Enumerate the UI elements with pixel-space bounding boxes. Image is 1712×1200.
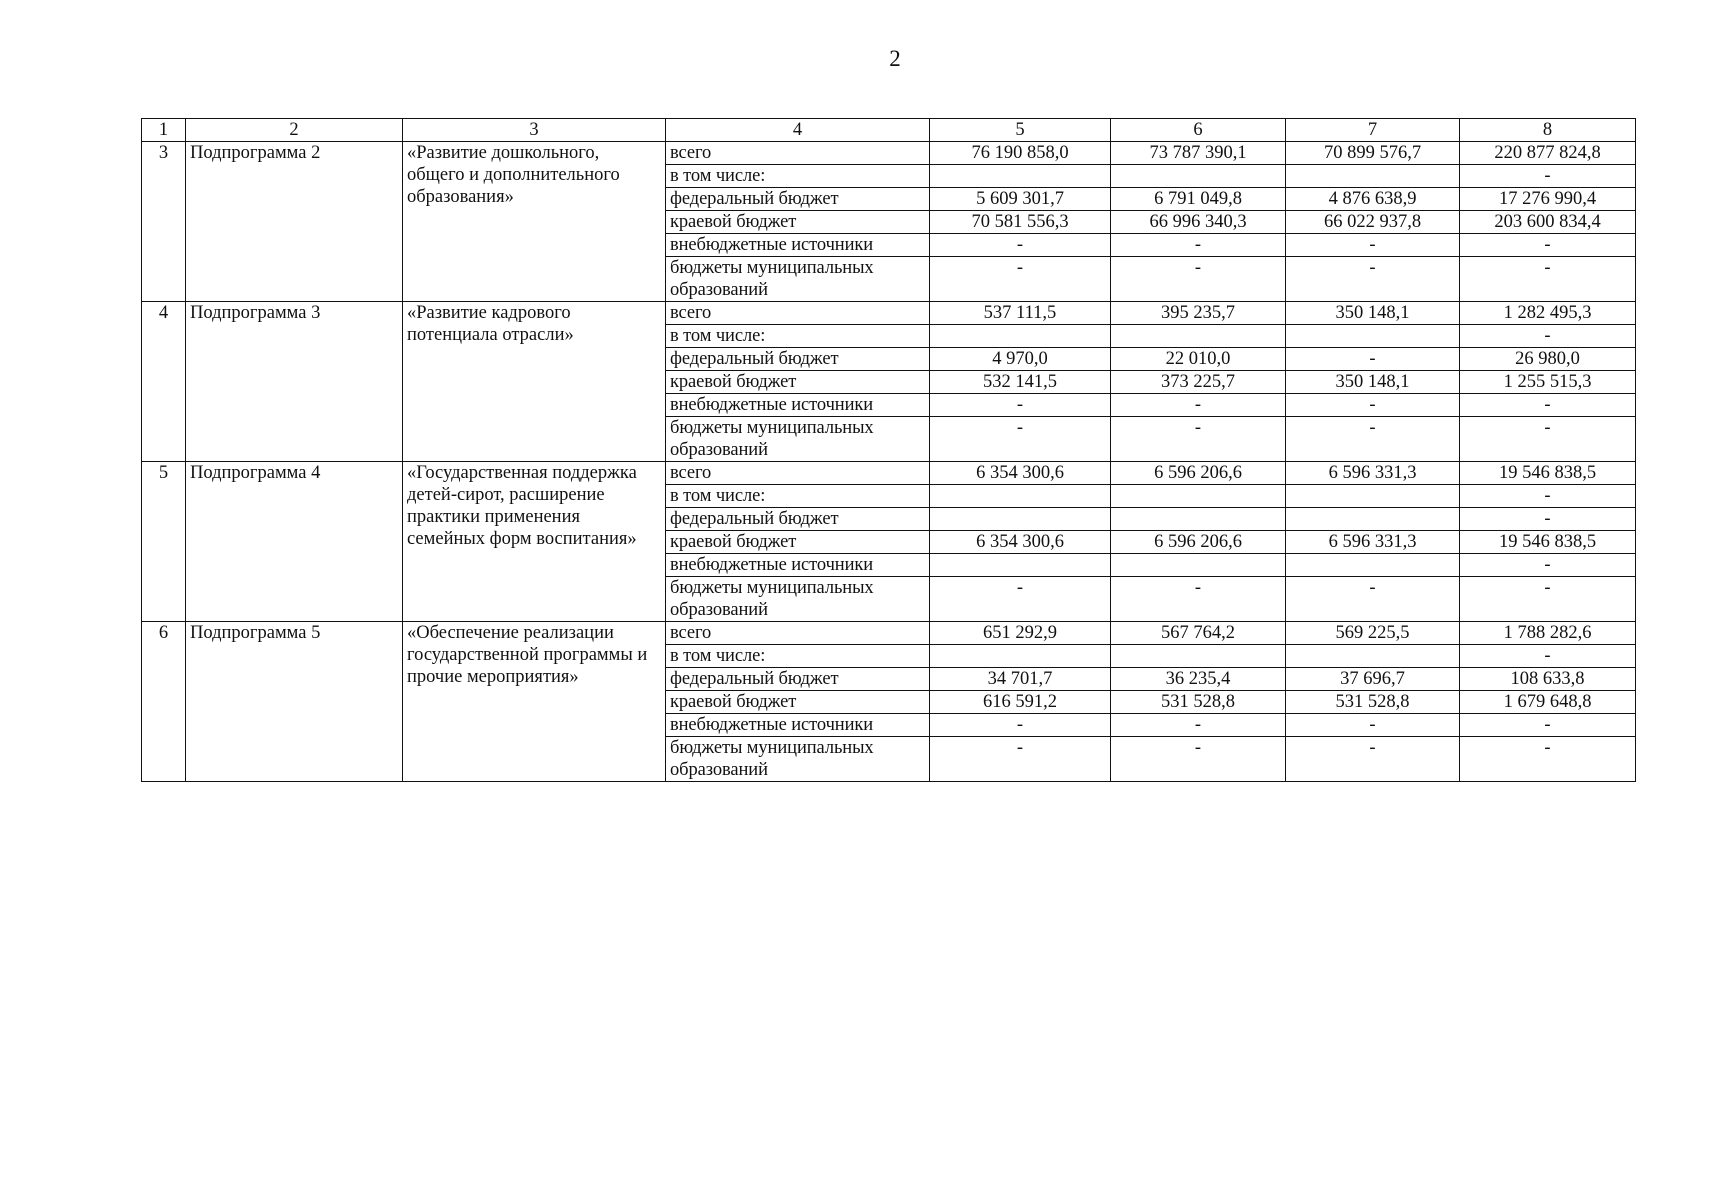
subprogram-title: «Обеспечение реализации государственной программы и прочие мероприятия» bbox=[403, 622, 666, 782]
subprogram-name: Подпрограмма 4 bbox=[186, 462, 403, 622]
value-cell: - bbox=[930, 737, 1111, 782]
value-cell bbox=[1286, 554, 1460, 577]
value-cell: 532 141,5 bbox=[930, 371, 1111, 394]
value-cell: 373 225,7 bbox=[1111, 371, 1286, 394]
header-cell: 3 bbox=[403, 119, 666, 142]
value-cell: 220 877 824,8 bbox=[1460, 142, 1636, 165]
header-cell: 4 bbox=[666, 119, 930, 142]
header-cell: 2 bbox=[186, 119, 403, 142]
value-cell: - bbox=[1460, 234, 1636, 257]
header-cell: 7 bbox=[1286, 119, 1460, 142]
value-cell: 17 276 990,4 bbox=[1460, 188, 1636, 211]
value-cell: - bbox=[1286, 394, 1460, 417]
table-row bbox=[142, 462, 1636, 485]
funding-source: бюджеты муниципальных образований bbox=[666, 257, 930, 302]
value-cell: - bbox=[1111, 234, 1286, 257]
subprogram-name: Подпрограмма 2 bbox=[186, 142, 403, 302]
value-cell bbox=[1111, 165, 1286, 188]
value-cell: - bbox=[1460, 577, 1636, 622]
value-cell: - bbox=[1286, 257, 1460, 302]
funding-source: краевой бюджет bbox=[666, 691, 930, 714]
value-cell: - bbox=[1460, 165, 1636, 188]
value-cell bbox=[1111, 554, 1286, 577]
funding-source: всего bbox=[666, 302, 930, 325]
value-cell bbox=[1111, 508, 1286, 531]
value-cell: 569 225,5 bbox=[1286, 622, 1460, 645]
subprogram-name: Подпрограмма 5 bbox=[186, 622, 403, 782]
funding-source: федеральный бюджет bbox=[666, 348, 930, 371]
table-body bbox=[142, 119, 1636, 782]
value-cell: 19 546 838,5 bbox=[1460, 462, 1636, 485]
row-number: 4 bbox=[142, 302, 186, 462]
value-cell: 22 010,0 bbox=[1111, 348, 1286, 371]
funding-source: бюджеты муниципальных образований bbox=[666, 577, 930, 622]
value-cell: 531 528,8 bbox=[1286, 691, 1460, 714]
value-cell bbox=[930, 554, 1111, 577]
value-cell: - bbox=[1460, 325, 1636, 348]
value-cell: - bbox=[1460, 257, 1636, 302]
value-cell: - bbox=[1460, 394, 1636, 417]
funding-source: бюджеты муниципальных образований bbox=[666, 417, 930, 462]
value-cell: 567 764,2 bbox=[1111, 622, 1286, 645]
subprogram-title: «Развитие кадрового потенциала отрасли» bbox=[403, 302, 666, 462]
table-row bbox=[142, 302, 1636, 325]
value-cell: 4 876 638,9 bbox=[1286, 188, 1460, 211]
value-cell: - bbox=[930, 394, 1111, 417]
value-cell: 616 591,2 bbox=[930, 691, 1111, 714]
funding-source: краевой бюджет bbox=[666, 531, 930, 554]
value-cell: - bbox=[930, 234, 1111, 257]
table-row bbox=[142, 142, 1636, 165]
value-cell: - bbox=[1286, 714, 1460, 737]
header-row bbox=[142, 119, 1636, 142]
value-cell: 6 354 300,6 bbox=[930, 462, 1111, 485]
value-cell: - bbox=[1111, 577, 1286, 622]
value-cell bbox=[930, 165, 1111, 188]
value-cell: 350 148,1 bbox=[1286, 302, 1460, 325]
page-number: 2 bbox=[889, 46, 901, 71]
row-number: 6 bbox=[142, 622, 186, 782]
value-cell: - bbox=[930, 577, 1111, 622]
funding-source: краевой бюджет bbox=[666, 371, 930, 394]
header-cell: 8 bbox=[1460, 119, 1636, 142]
value-cell bbox=[1286, 508, 1460, 531]
funding-source: в том числе: bbox=[666, 485, 930, 508]
value-cell bbox=[1111, 485, 1286, 508]
funding-source: федеральный бюджет bbox=[666, 188, 930, 211]
value-cell bbox=[930, 325, 1111, 348]
value-cell bbox=[930, 645, 1111, 668]
subprogram-name: Подпрограмма 3 bbox=[186, 302, 403, 462]
row-number: 5 bbox=[142, 462, 186, 622]
value-cell: - bbox=[930, 417, 1111, 462]
funding-source: в том числе: bbox=[666, 325, 930, 348]
value-cell: - bbox=[1286, 737, 1460, 782]
table-row bbox=[142, 622, 1636, 645]
value-cell: - bbox=[1286, 577, 1460, 622]
value-cell: - bbox=[1111, 737, 1286, 782]
funding-source: всего bbox=[666, 462, 930, 485]
funding-source: всего bbox=[666, 142, 930, 165]
value-cell: 108 633,8 bbox=[1460, 668, 1636, 691]
funding-source: внебюджетные источники bbox=[666, 394, 930, 417]
funding-source: федеральный бюджет bbox=[666, 668, 930, 691]
value-cell: - bbox=[1111, 714, 1286, 737]
funding-source: федеральный бюджет bbox=[666, 508, 930, 531]
value-cell: - bbox=[1286, 417, 1460, 462]
value-cell: - bbox=[1111, 257, 1286, 302]
subprogram-title: «Развитие дошкольного, общего и дополнительного образования» bbox=[403, 142, 666, 302]
header-cell: 1 bbox=[142, 119, 186, 142]
value-cell: - bbox=[1460, 645, 1636, 668]
funding-source: внебюджетные источники bbox=[666, 714, 930, 737]
value-cell: 6 596 331,3 bbox=[1286, 531, 1460, 554]
funding-source: краевой бюджет bbox=[666, 211, 930, 234]
value-cell: 36 235,4 bbox=[1111, 668, 1286, 691]
value-cell bbox=[1286, 645, 1460, 668]
value-cell: - bbox=[1111, 394, 1286, 417]
value-cell: 350 148,1 bbox=[1286, 371, 1460, 394]
value-cell: 6 596 206,6 bbox=[1111, 462, 1286, 485]
value-cell: 34 701,7 bbox=[930, 668, 1111, 691]
value-cell: - bbox=[1286, 348, 1460, 371]
value-cell: - bbox=[1460, 417, 1636, 462]
value-cell: 6 354 300,6 bbox=[930, 531, 1111, 554]
funding-source: всего bbox=[666, 622, 930, 645]
value-cell bbox=[1286, 325, 1460, 348]
value-cell bbox=[930, 485, 1111, 508]
value-cell: - bbox=[1460, 508, 1636, 531]
value-cell: 70 899 576,7 bbox=[1286, 142, 1460, 165]
value-cell: - bbox=[1460, 737, 1636, 782]
value-cell: 651 292,9 bbox=[930, 622, 1111, 645]
value-cell bbox=[930, 508, 1111, 531]
row-number: 3 bbox=[142, 142, 186, 302]
value-cell: - bbox=[930, 714, 1111, 737]
value-cell: 203 600 834,4 bbox=[1460, 211, 1636, 234]
value-cell: 26 980,0 bbox=[1460, 348, 1636, 371]
value-cell: 395 235,7 bbox=[1111, 302, 1286, 325]
subprogram-title: «Государственная поддержка детей-сирот, расширение практики применения семейных форм воспитания» bbox=[403, 462, 666, 622]
funding-source: бюджеты муниципальных образований bbox=[666, 737, 930, 782]
value-cell: 1 255 515,3 bbox=[1460, 371, 1636, 394]
value-cell: - bbox=[1460, 554, 1636, 577]
value-cell: 1 788 282,6 bbox=[1460, 622, 1636, 645]
value-cell: 19 546 838,5 bbox=[1460, 531, 1636, 554]
value-cell: 6 596 206,6 bbox=[1111, 531, 1286, 554]
value-cell: - bbox=[1111, 417, 1286, 462]
value-cell: - bbox=[1286, 234, 1460, 257]
value-cell bbox=[1111, 325, 1286, 348]
funding-source: в том числе: bbox=[666, 165, 930, 188]
value-cell: 6 791 049,8 bbox=[1111, 188, 1286, 211]
value-cell bbox=[1111, 645, 1286, 668]
funding-source: в том числе: bbox=[666, 645, 930, 668]
value-cell: - bbox=[930, 257, 1111, 302]
value-cell: - bbox=[1460, 714, 1636, 737]
value-cell bbox=[1286, 485, 1460, 508]
funding-source: внебюджетные источники bbox=[666, 234, 930, 257]
value-cell: 73 787 390,1 bbox=[1111, 142, 1286, 165]
value-cell: 1 679 648,8 bbox=[1460, 691, 1636, 714]
budget-table bbox=[141, 118, 1636, 782]
value-cell: 76 190 858,0 bbox=[930, 142, 1111, 165]
value-cell: 531 528,8 bbox=[1111, 691, 1286, 714]
value-cell: 5 609 301,7 bbox=[930, 188, 1111, 211]
value-cell: 66 022 937,8 bbox=[1286, 211, 1460, 234]
value-cell: 537 111,5 bbox=[930, 302, 1111, 325]
value-cell: 1 282 495,3 bbox=[1460, 302, 1636, 325]
value-cell: 37 696,7 bbox=[1286, 668, 1460, 691]
value-cell: - bbox=[1460, 485, 1636, 508]
funding-source: внебюджетные источники bbox=[666, 554, 930, 577]
value-cell bbox=[1286, 165, 1460, 188]
value-cell: 70 581 556,3 bbox=[930, 211, 1111, 234]
value-cell: 4 970,0 bbox=[930, 348, 1111, 371]
header-cell: 6 bbox=[1111, 119, 1286, 142]
header-cell: 5 bbox=[930, 119, 1111, 142]
value-cell: 66 996 340,3 bbox=[1111, 211, 1286, 234]
value-cell: 6 596 331,3 bbox=[1286, 462, 1460, 485]
